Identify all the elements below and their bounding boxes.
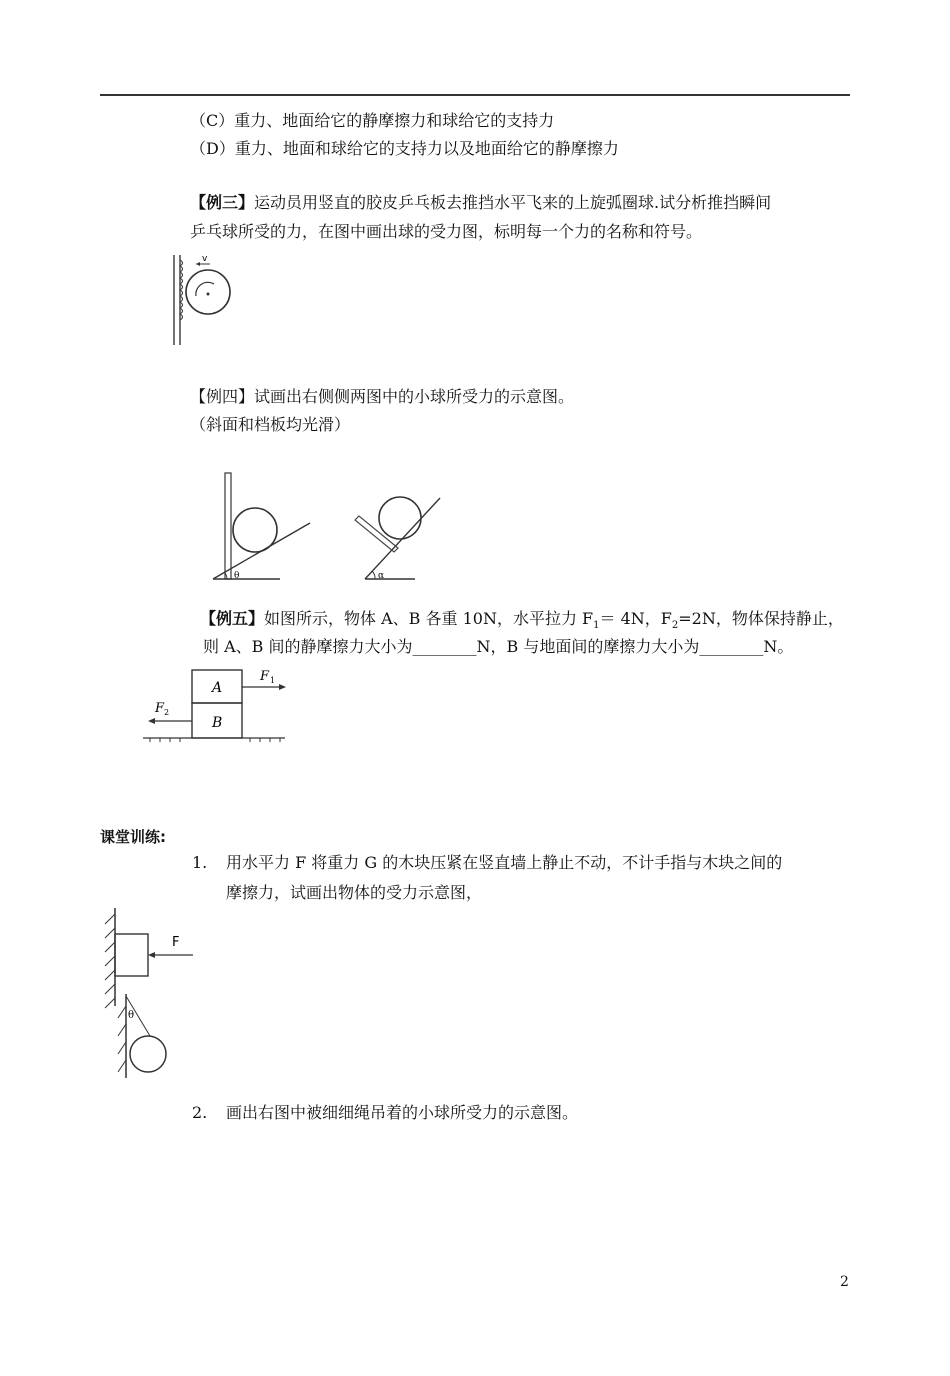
page-number: 2: [840, 1274, 849, 1290]
q2-number: 2.: [192, 1103, 208, 1122]
example5-text1c: =2N，物体保持静止，: [678, 609, 844, 628]
f2-fig-subscript: 2: [164, 708, 170, 717]
practice-heading: 课堂训练:: [100, 828, 166, 846]
f2-subscript: 2: [671, 620, 679, 632]
example5-text1a: 如图所示，物体 A、B 各重 10N，水平拉力 F: [264, 609, 594, 628]
block-b-label: B: [212, 715, 223, 731]
q2-text: 画出右图中被细细绳吊着的小球所受力的示意图。: [226, 1103, 579, 1122]
example5-tag: 【例五】: [200, 609, 265, 628]
theta-label: θ: [234, 571, 240, 581]
f1-label: F: [260, 669, 270, 684]
f1-subscript: 1: [593, 620, 600, 632]
option-c: （C）重力、地面给它的静摩擦力和球给它的支持力: [190, 111, 555, 130]
example4-tag: 【例四】: [190, 387, 255, 406]
incline-figures: [205, 468, 455, 586]
f2-label: F: [155, 701, 165, 716]
wall-figures: [98, 906, 208, 1086]
blocks-figure: [140, 660, 290, 744]
example3-tag: 【例三】: [190, 193, 255, 212]
option-d: （D）重力、地面和球给它的支持力以及地面给它的静摩擦力: [190, 139, 619, 158]
f1-fig-subscript: 1: [270, 676, 276, 685]
block-a-label: A: [212, 680, 223, 696]
example4-line2: （斜面和档板均光滑）: [190, 415, 351, 434]
example3-line2: 乒乓球所受的力，在图中画出球的受力图，标明每一个力的名称和符号。: [190, 222, 703, 241]
example5-line1: [200, 608, 844, 637]
example3-text1: 运动员用竖直的胶皮乒乓板去推挡水平飞来的上旋弧圈球.试分析推挡瞬间: [254, 193, 772, 212]
q1-line2: 摩擦力，试画出物体的受力示意图，: [226, 883, 483, 902]
q2-theta-label: θ: [128, 1010, 135, 1021]
q1-number: 1.: [192, 853, 208, 872]
q1-line1: 用水平力 F 将重力 G 的木块压紧在竖直墙上静止不动，不计手指与木块之间的: [226, 853, 783, 872]
alpha-label: α: [378, 571, 385, 581]
example3-line1: [190, 192, 771, 214]
velocity-label: v: [202, 254, 208, 264]
header-rule: [100, 94, 850, 96]
q1-force-label: F: [172, 935, 180, 950]
example4-text1: 试画出右侧侧两图中的小球所受力的示意图。: [254, 387, 575, 406]
example5-line2: 则 A、B 间的静摩擦力大小为________N，B 与地面间的摩擦力大小为________N。: [203, 637, 794, 656]
example5-text1b: ＝ 4N，F: [599, 609, 672, 628]
example4-line1: [190, 386, 574, 408]
pingpong-figure: [160, 250, 240, 350]
